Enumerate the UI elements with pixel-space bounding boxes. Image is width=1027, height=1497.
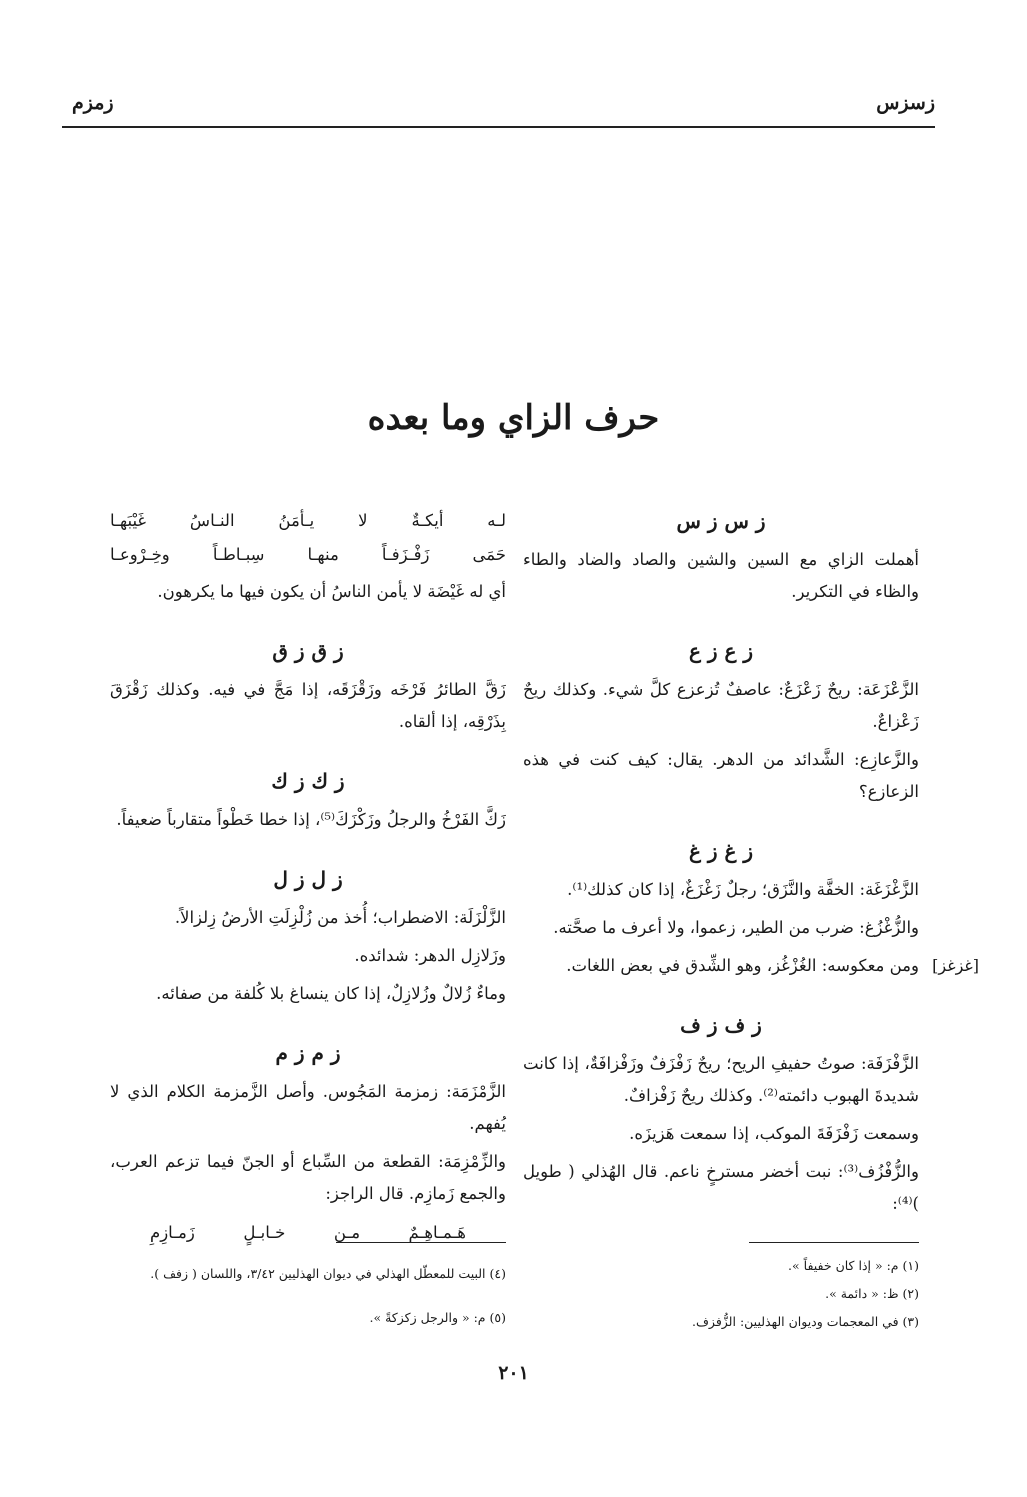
verse-gloss: أي له غَيْضَة لا يأمن الناسُ أن يكون فيها ما يكرهون.	[157, 582, 506, 601]
paragraph: الزَّغْزَغَة: الخفَّة والنَّزَق؛ رجلٌ زَغْزَغٌ، إذا كان كذلك⁽¹⁾.	[567, 880, 919, 899]
footnote-rule	[336, 1242, 506, 1243]
paragraph: الزَّلْزَلَة: الاضطراب؛ أُخذ من زُلْزِلَتِ الأرضُ زِلزالاً.	[174, 908, 506, 927]
left-column	[110, 504, 506, 1250]
footnote-rule	[749, 1242, 919, 1243]
footnote: (٢) ظ: « دائمة ».	[825, 1286, 919, 1301]
paragraph: الزَّعْزَعَة: ريحٌ زَعْزَعٌ: عاصفٌ تُزعزع كلَّ شيء. وكذلك ريحٌ زَعْزاعٌ.	[523, 680, 919, 731]
paragraph: والزُّفْزُف⁽³⁾: نبت أخضر مسترخٍ ناعم. قال الهُذلي ( طويل )⁽⁴⁾:	[523, 1162, 919, 1213]
paragraph: وسمعت زَفْزَفَةَ الموكب، إذا سمعت هَزيزَه.	[629, 1124, 919, 1143]
paragraph: زَقَّ الطائرُ فَرْخَه وزَقْزَقَه، إذا مَجَّ في فيه. وكذلك زَقْزَقَ بِذَرْقِه، إذا ألقاه.	[110, 680, 506, 731]
section-heading-z3z3: ز ع ز ع	[688, 639, 754, 663]
paragraph: زَكَّ الفَرْخُ والرجلُ وزَكْزَكَ⁽⁵⁾، إذا خطا خَطْواً متقارباً ضعيفاً.	[116, 810, 506, 829]
section-heading-zlzl: ز ل ز ل	[273, 867, 343, 891]
paragraph: الزَّمْزَمَة: زمزمة المَجُوس. وأصل الزَّمزمة الكلام الذي لا يُفهم.	[110, 1082, 506, 1133]
paragraph: وماءٌ زُلالٌ وزُلازِلٌ، إذا كان ينساغ بلا كُلفة من صفائه.	[156, 984, 506, 1003]
section-text-zszs: أهملت الزاي مع السين والشين والصاد والضاد والطاء والظاء في التكرير.	[523, 550, 919, 601]
header-rule	[62, 126, 935, 128]
running-head-right: زسزس	[876, 92, 935, 114]
margin-note: [غزغز]	[932, 956, 979, 975]
paragraph: والزِّمْزِمَة: القطعة من السِّباع أو الجنّ فيما تزعم العرب، والجمع زَمازِم. قال الراجز:	[110, 1152, 506, 1203]
footnotes-right	[519, 1254, 919, 1338]
running-head-left: زمزم	[72, 92, 114, 114]
section-heading-zghzgh: ز غ ز غ	[688, 839, 754, 863]
paragraph: والزُّغْزُغ: ضرب من الطير، زعموا، ولا أعرف ما صحَّته.	[553, 918, 919, 937]
section-heading-zkzk: ز ك ز ك	[271, 769, 345, 793]
paragraph: الزَّفْزَفَة: صوتُ حفيفِ الريح؛ ريحٌ زَفْزَفٌ وزَفْزافَةٌ، إذا كانت شديدةَ الهبوب دائمته⁽²⁾. وكذلك ريحٌ زَفْزافٌ.	[523, 1054, 919, 1105]
footnote: (٣) في المعجمات وديوان الهذليين: الزُّفزف.	[691, 1314, 919, 1329]
chapter-title: حرف الزاي وما بعده	[367, 398, 660, 438]
verse-line: لـه أيكـةٌ لا يـأمَنُ النـاسُ غَيْبَهـا	[110, 511, 506, 530]
right-column	[523, 504, 919, 1226]
section-heading-zqzq: ز ق ز ق	[272, 639, 344, 663]
footnote: (١) م: « إذا كان خفيفاً ».	[788, 1258, 919, 1273]
verse-line: هَـمـاهِـمٌ مـن خـابـلٍ زَمـازِمِ	[150, 1223, 466, 1242]
paragraph: والزَّعازِع: الشَّدائد من الدهر. يقال: كيف كنت في هذه الزعازع؟	[523, 750, 919, 801]
verse-line: حَمَى زَفْـزَفـاً منهـا سِبـاطـاً وخِـرْوعـا	[110, 545, 506, 564]
footnote: (٤) البيت للمعطّل الهذلي في ديوان الهذليين ٣/٤٢، واللسان ( زفف ).	[150, 1266, 506, 1281]
paragraph: ومن معكوسه: الغُزْغُز، وهو الشِّدق في بعض اللغات.	[566, 956, 919, 975]
section-heading-zmzm: ز م ز م	[275, 1041, 341, 1065]
section-heading-zszs: ز س ز س	[676, 509, 766, 533]
footnote: (٥) م: « والرجل زكزكةً ».	[369, 1310, 506, 1325]
footnotes-left	[106, 1262, 506, 1350]
paragraph: وزَلازِل الدهر: شدائده.	[354, 946, 506, 965]
page-number: ٢٠١	[498, 1362, 529, 1384]
section-heading-zfzf: ز ف ز ف	[680, 1013, 762, 1037]
